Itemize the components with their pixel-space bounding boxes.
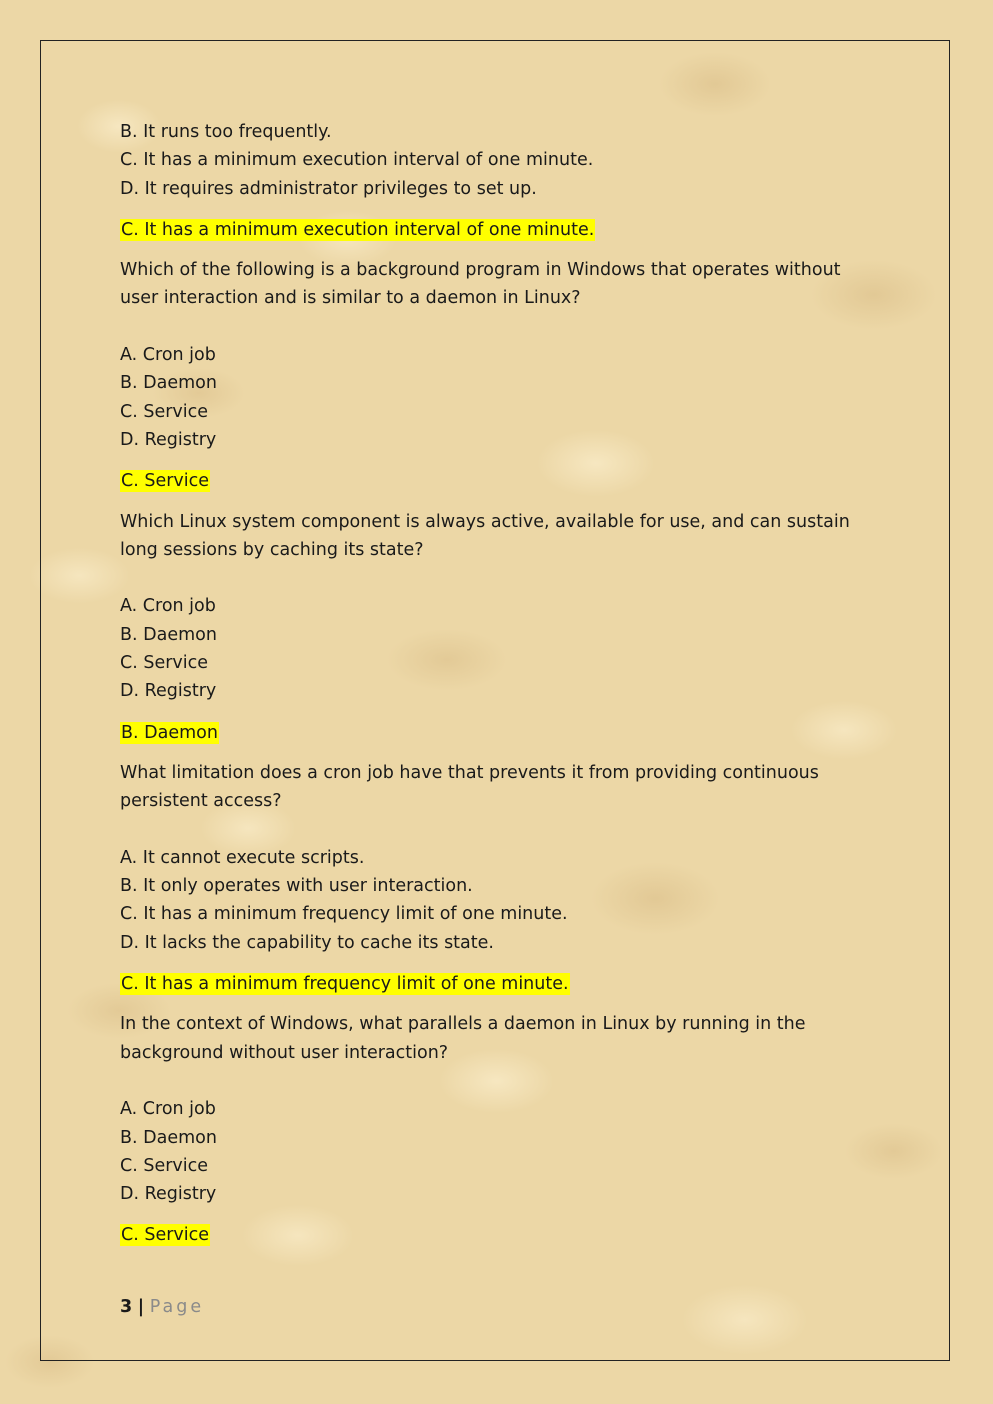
answer-option: D. Registry: [120, 429, 217, 450]
answer-option: A. Cron job: [120, 1099, 216, 1120]
answer-option: A. Cron job: [120, 345, 216, 366]
answer-option: D. It lacks the capability to cache its state.: [120, 932, 494, 953]
blank-line: [120, 1067, 880, 1095]
answer-option: C. Service: [120, 401, 209, 422]
highlighted-answer: C. Service: [121, 471, 210, 492]
answer-option: C. Service: [120, 653, 209, 674]
quiz-content: [120, 118, 880, 1262]
highlighted-answer: C. Service: [121, 1225, 210, 1246]
page-number: 3: [120, 1297, 133, 1317]
answer-block: [120, 970, 880, 998]
page-label: Page: [149, 1297, 205, 1317]
question-text: Which of the following is a background program in Windows that operates without user interaction and is similar to a daemon in Linux?: [120, 260, 841, 309]
answer-block: [120, 216, 880, 244]
answer-block: [120, 467, 880, 495]
question-text: What limitation does a cron job have that prevents it from providing continuous persistent access?: [120, 762, 819, 812]
answer-option: D. It requires administrator privileges to set up.: [120, 178, 537, 199]
highlighted-answer: C. It has a minimum frequency limit of one minute.: [121, 974, 569, 995]
answer-option: A. Cron job: [120, 596, 216, 617]
answer-option: D. Registry: [120, 681, 217, 702]
page-footer: [120, 1295, 204, 1319]
blank-line: [120, 816, 880, 844]
answer-option: D. Registry: [120, 1184, 217, 1205]
answer-option: A. It cannot execute scripts.: [120, 847, 365, 868]
answer-option: B. It runs too frequently.: [120, 122, 332, 142]
blank-line: [120, 313, 880, 341]
answer-option: B. Daemon: [120, 373, 217, 394]
answer-option: C. It has a minimum execution interval of one minute.: [120, 150, 594, 171]
question-text: In the context of Windows, what parallels a daemon in Linux by running in the background without user interaction?: [120, 1014, 806, 1063]
answer-block: [120, 719, 880, 747]
answer-option: B. Daemon: [120, 1127, 217, 1148]
highlighted-answer: C. It has a minimum execution interval of one minute.: [121, 219, 595, 240]
blank-line: [120, 564, 880, 592]
answer-option: B. Daemon: [120, 624, 217, 645]
answer-block: [120, 1221, 880, 1249]
answer-option: C. Service: [120, 1155, 209, 1176]
answer-option: B. It only operates with user interaction.: [120, 876, 473, 897]
answer-option: C. It has a minimum frequency limit of one minute.: [120, 904, 568, 925]
footer-separator: |: [137, 1297, 145, 1317]
question-text: Which Linux system component is always active, available for use, and can sustain long sessions by caching its state?: [120, 511, 850, 560]
highlighted-answer: B. Daemon: [121, 722, 218, 743]
